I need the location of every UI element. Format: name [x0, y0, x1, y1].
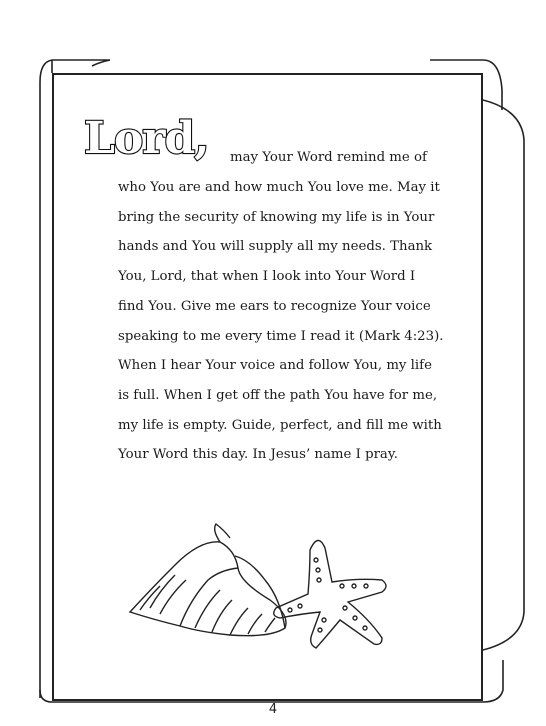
prayer-line: bring the security of knowing my life is in Your	[118, 209, 435, 225]
prayer-first-line: may Your Word remind me of	[230, 150, 427, 165]
prayer-line: speaking to me every time I read it (Mark 4:23).	[118, 328, 444, 344]
conch-shell-icon	[130, 524, 286, 636]
prayer-line: who You are and how much You love me. May it	[118, 180, 440, 195]
seashells-illustration	[120, 520, 410, 650]
prayer-line: When I hear Your voice and follow You, my life	[118, 358, 432, 374]
prayer-line: find You. Give me ears to recognize Your voice	[118, 298, 431, 314]
starfish-icon	[274, 540, 386, 648]
prayer-line: hands and You will supply all my needs. Thank	[118, 239, 433, 255]
prayer-line: is full. When I get off the path You have for me,	[118, 387, 438, 403]
prayer-text	[118, 145, 450, 470]
prayer-line: Your Word this day. In Jesus’ name I pray.	[118, 447, 398, 463]
lord-title-text: Lord,	[84, 113, 209, 163]
prayer-line: my life is empty. Guide, perfect, and fill me with	[118, 417, 442, 433]
page-number: 4	[268, 702, 278, 717]
prayer-line: You, Lord, that when I look into Your Word I	[118, 269, 416, 285]
